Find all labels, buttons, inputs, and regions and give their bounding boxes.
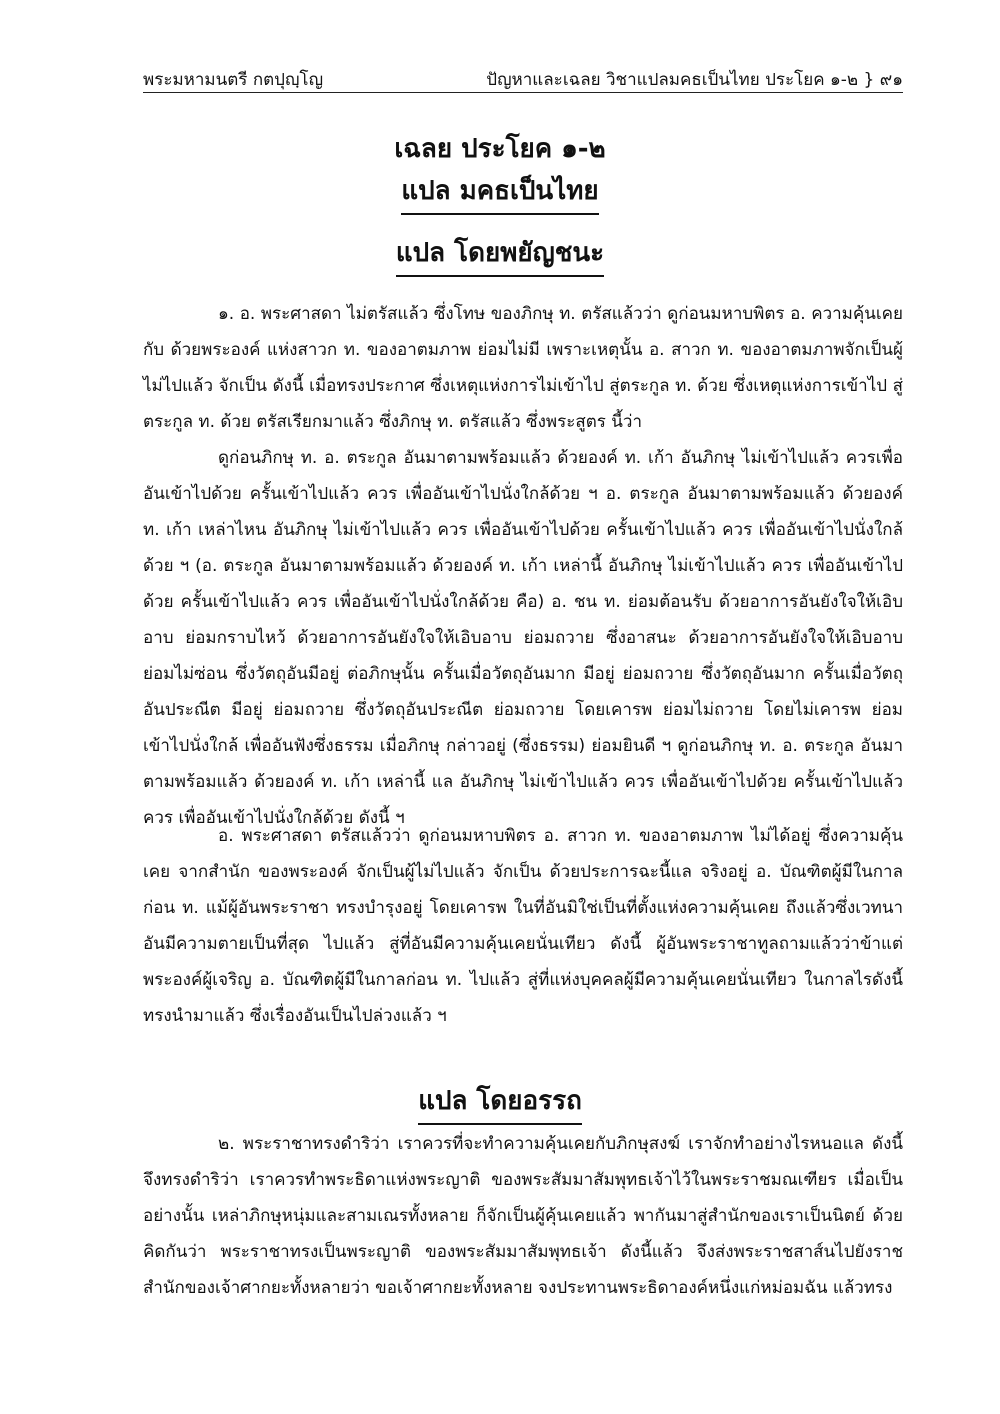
- subject-title-text: แปล มคธเป็นไทย: [401, 170, 598, 215]
- paragraph-1: ๑. อ. พระศาสดา ไม่ตรัสแล้ว ซึ่งโทษ ของภิกษุ ท. ตรัสแล้วว่า ดูก่อนมหาบพิตร อ. ความคุ้นเคย กับ ด้วยพระองค์ แห่งสาวก ท. ของอาตมภาพ ย่อมไม่มี เพราะเหตุนั้น อ. สาวก ท. ของอาตมภาพจักเป็นผู้ไม่ไปแล้ว จักเป็น ดังนี้ เมื่อทรงประกาศ ซึ่งเหตุแห่งการไม่เข้าไป สู่ตระกูล ท. ด้วย ซึ่งเหตุแห่งการเข้าไป สู่ตระกูล ท. ด้วย ตรัสเรียกมาแล้ว ซึ่งภิกษุ ท. ตรัสแล้ว ซึ่งพระสูตร นี้ว่า: [143, 304, 903, 432]
- header-author: พระมหามนตรี กตปุญฺโญ: [143, 70, 324, 90]
- header-book-title: ปัญหาและเฉลย วิชาแปลมคธเป็นไทย ประโยค ๑-๒ } ๙๑: [486, 70, 903, 90]
- section-heading-literal: [0, 232, 1000, 277]
- main-title-text: เฉลย ประโยค ๑-๒: [394, 134, 606, 164]
- paragraph-4: ๒. พระราชาทรงดำริว่า เราควรที่จะทำความคุ้นเคยกับภิกษุสงฆ์ เราจักทำอย่างไรหนอแล ดังนี้จึงทรงดำริว่า เราควรทำพระธิดาแห่งพระญาติ ของพระสัมมาสัมพุทธเจ้าไว้ในพระราชมณเฑียร เมื่อเป็นอย่างนั้น เหล่าภิกษุหนุ่มและสามเณรทั้งหลาย ก็จักเป็นผู้คุ้นเคยแล้ว พากันมาสู่สำนักของเราเป็นนิตย์ ด้วยคิดกันว่า พระราชาทรงเป็นพระญาติ ของพระสัมมาสัมพุทธเจ้า ดังนี้แล้ว จึงส่งพระราชสาส์นไปยังราชสำนักของเจ้าศากยะทั้งหลายว่า ขอเจ้าศากยะทั้งหลาย จงประทานพระธิดาองค์หนึ่งแก่หม่อมฉัน แล้วทรง: [143, 1134, 903, 1298]
- subject-title: [0, 170, 1000, 215]
- main-title: [0, 128, 1000, 169]
- page-header: [143, 66, 903, 93]
- paragraph-2: ดูก่อนภิกษุ ท. อ. ตระกูล อันมาตามพร้อมแล้ว ด้วยองค์ ท. เก้า อันภิกษุ ไม่เข้าไปแล้ว ควรเพื่ออันเข้าไปด้วย ครั้นเข้าไปแล้ว ควร เพื่ออันเข้าไปนั่งใกล้ด้วย ฯ อ. ตระกูล อันมาตามพร้อมแล้ว ด้วยองค์ ท. เก้า เหล่าไหน อันภิกษุ ไม่เข้าไปแล้ว ควร เพื่ออันเข้าไปด้วย ครั้นเข้าไปแล้ว ควร เพื่ออันเข้าไปนั่งใกล้ด้วย ฯ (อ. ตระกูล อันมาตามพร้อมแล้ว ด้วยองค์ ท. เก้า เหล่านี้ อันภิกษุ ไม่เข้าไปแล้ว ควร เพื่ออันเข้าไปด้วย ครั้นเข้าไปแล้ว ควร เพื่ออันเข้าไปนั่งใกล้ด้วย คือ) อ. ชน ท. ย่อมต้อนรับ ด้วยอาการอันยังใจให้เอิบอาบ ย่อมกราบไหว้ ด้วยอาการอันยังใจให้เอิบอาบ ย่อมถวาย ซึ่งอาสนะ ด้วยอาการอันยังใจให้เอิบอาบ ย่อมไม่ซ่อน ซึ่งวัตถุอันมีอยู่ ต่อภิกษุนั้น ครั้นเมื่อวัตถุอันมาก มีอยู่ ย่อมถวาย ซึ่งวัตถุอันมาก ครั้นเมื่อวัตถุอันประณีต มีอยู่ ย่อมถวาย ซึ่งวัตถุอันประณีต ย่อมถวาย โดยเคารพ ย่อมไม่ถวาย โดยไม่เคารพ ย่อมเข้าไปนั่งใกล้ เพื่ออันฟังซึ่งธรรม เมื่อภิกษุ กล่าวอยู่ (ซึ่งธรรม) ย่อมยินดี ฯ ดูก่อนภิกษุ ท. อ. ตระกูล อันมาตามพร้อมแล้ว ด้วยองค์ ท. เก้า เหล่านี้ แล อันภิกษุ ไม่เข้าไปแล้ว ควร เพื่ออันเข้าไปด้วย ครั้นเข้าไปแล้วควร เพื่ออันเข้าไปนั่งใกล้ด้วย ดังนี้ ฯ: [143, 448, 903, 828]
- section-heading-literal-text: แปล โดยพยัญชนะ: [396, 232, 604, 277]
- paragraph-3: อ. พระศาสดา ตรัสแล้วว่า ดูก่อนมหาบพิตร อ. สาวก ท. ของอาตมภาพ ไม่ได้อยู่ ซึ่งความคุ้นเคย จากสำนัก ของพระองค์ จักเป็นผู้ไม่ไปแล้ว จักเป็น ด้วยประการฉะนี้แล จริงอยู่ อ. บัณฑิตผู้มีในกาลก่อน ท. แม้ผู้อันพระราชา ทรงบำรุงอยู่ โดยเคารพ ในที่อันมิใช่เป็นที่ตั้งแห่งความคุ้นเคย ถึงแล้วซึ่งเวทนา อันมีความตายเป็นที่สุด ไปแล้ว สู่ที่อันมีความคุ้นเคยนั่นเทียว ดังนี้ ผู้อันพระราชาทูลถามแล้วว่าข้าแต่พระองค์ผู้เจริญ อ. บัณฑิตผู้มีในกาลก่อน ท. ไปแล้ว สู่ที่แห่งบุคคลผู้มีความคุ้นเคยนั่นเทียว ในกาลไรดังนี้ ทรงนำมาแล้ว ซึ่งเรื่องอันเป็นไปล่วงแล้ว ฯ: [143, 826, 903, 1026]
- section-heading-meaning: [0, 1080, 1000, 1125]
- section-heading-meaning-text: แปล โดยอรรถ: [418, 1080, 582, 1125]
